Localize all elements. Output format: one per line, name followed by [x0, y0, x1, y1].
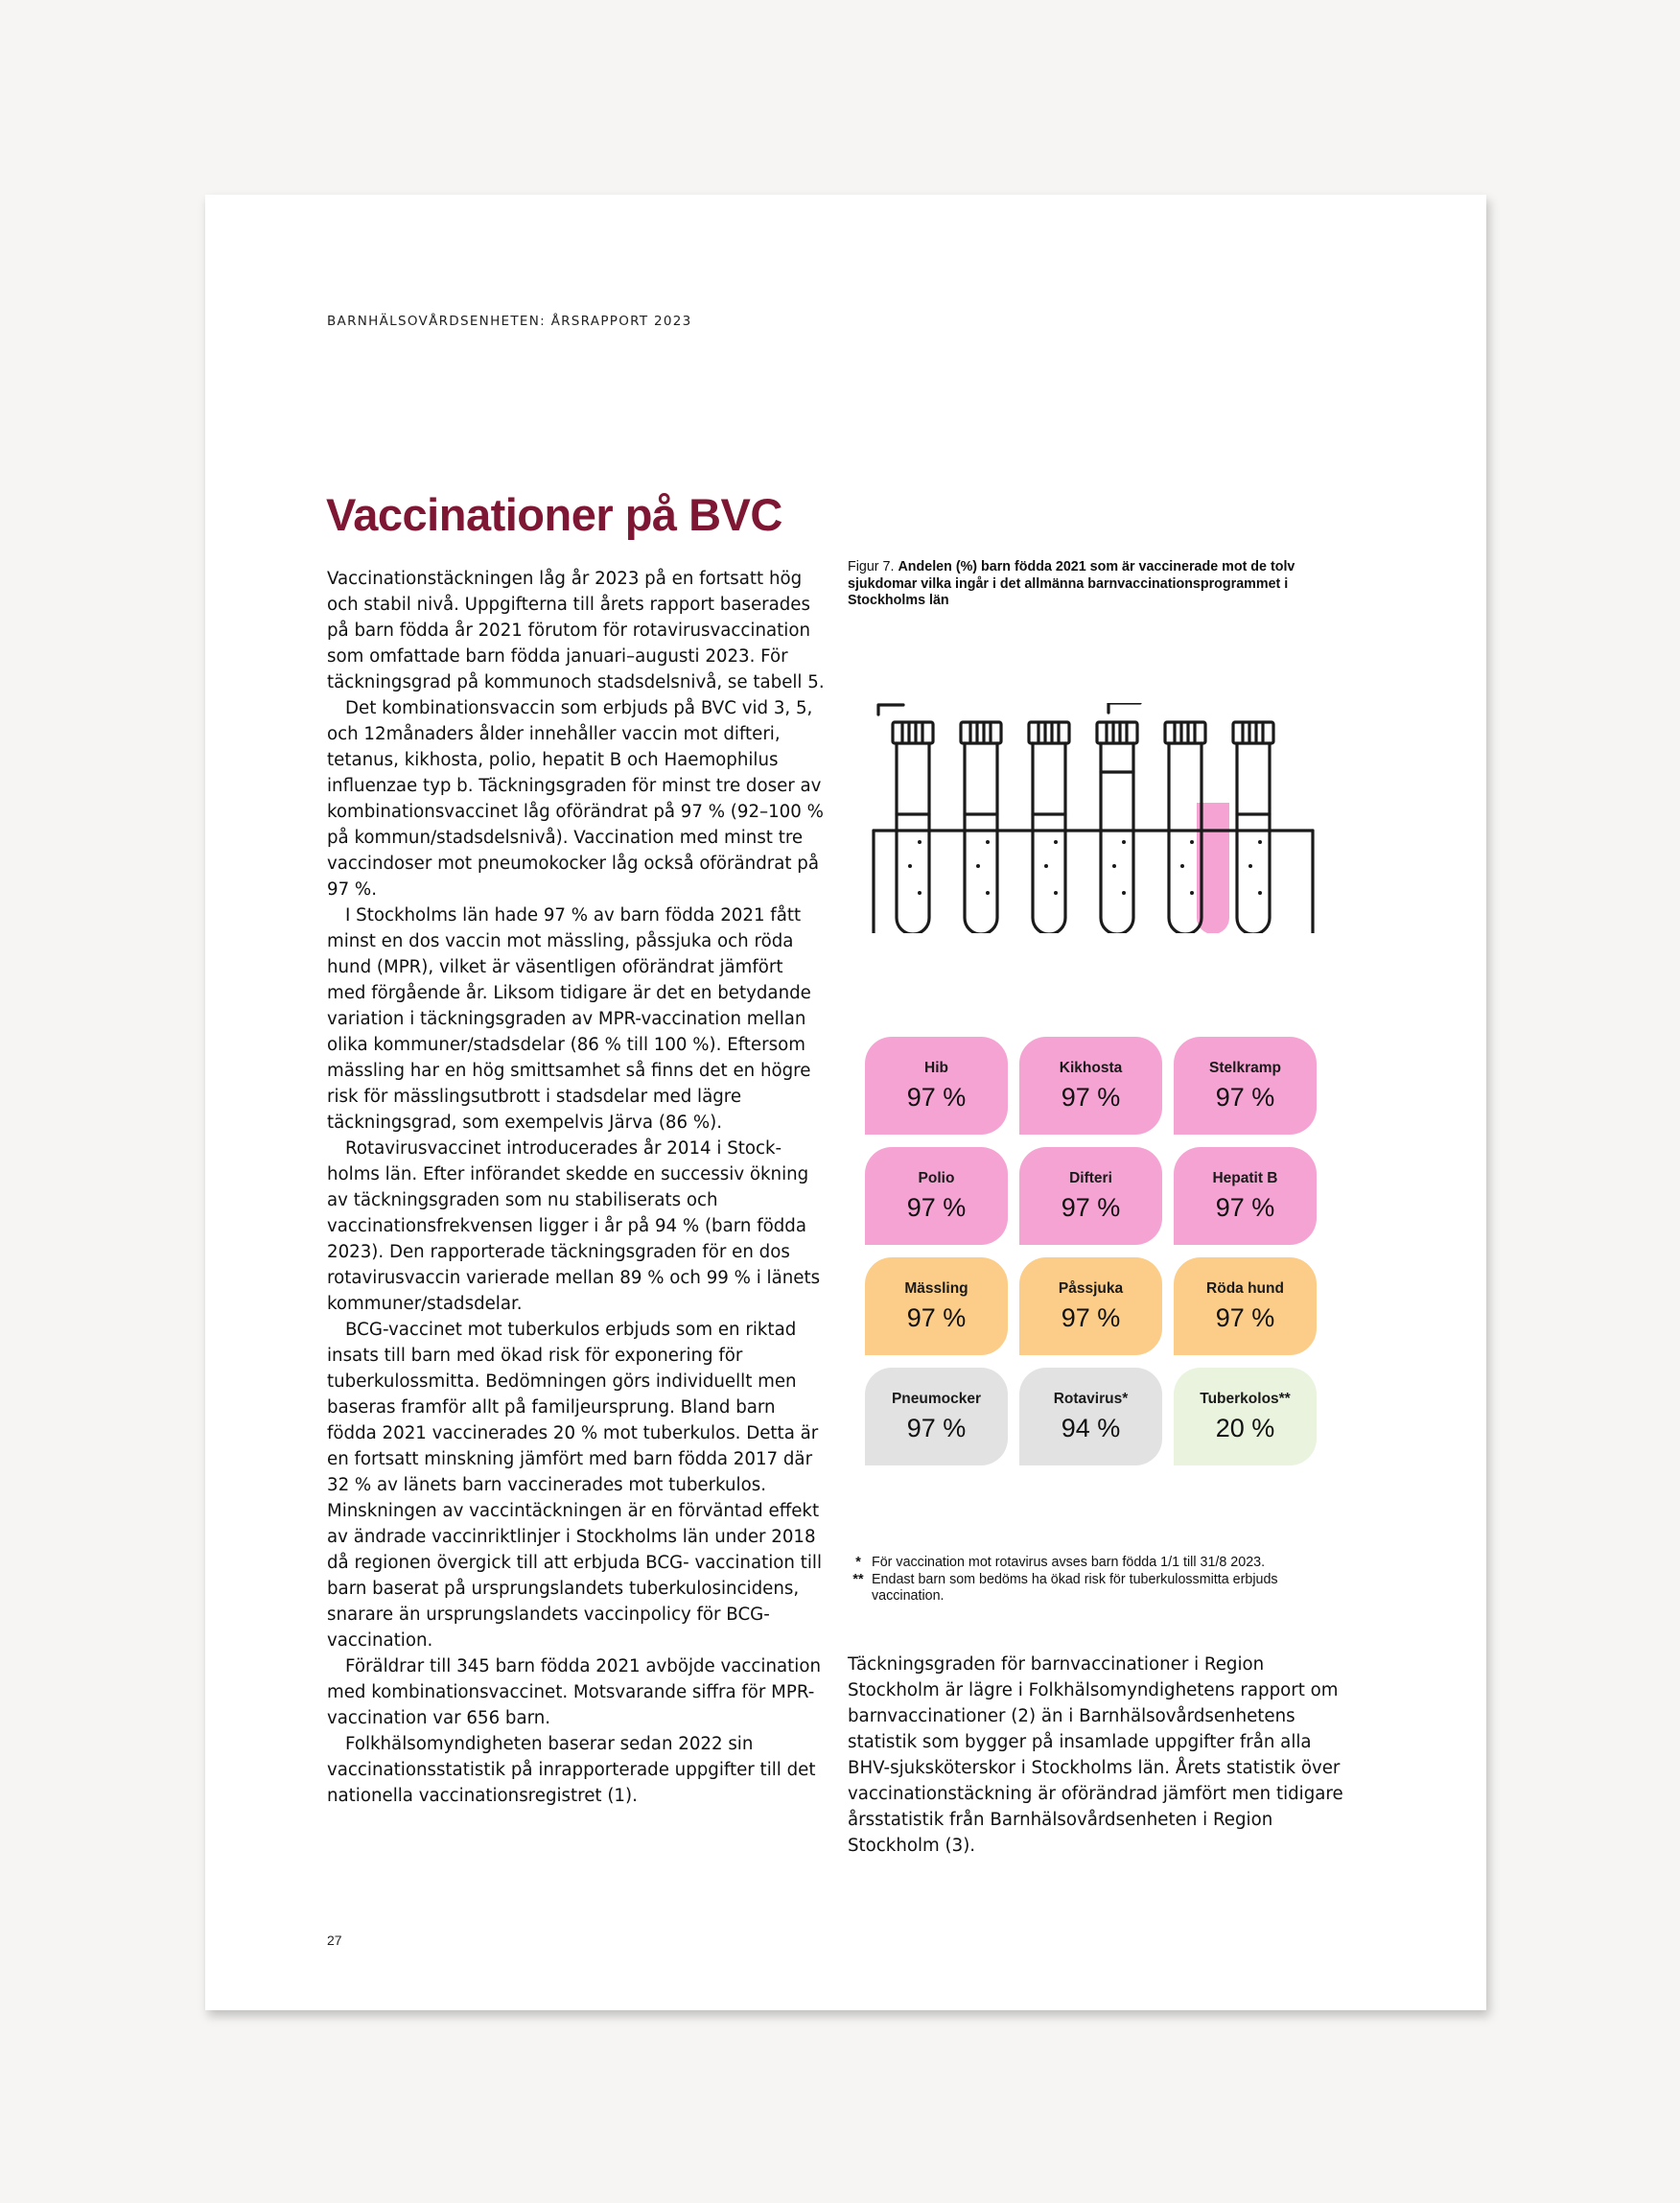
body-paragraph: Föräldrar till 345 barn födda 2021 avböjde vaccination med kombinationsvaccinet. Motsvarande siffra för MPR-vaccination var 656 barn. [327, 1656, 821, 1728]
body-paragraph: I Stockholms län hade 97 % av barn födda 2021 fått minst en dos vaccin mot mässling, påssjuka och röda hund (MPR), vilket är väsentligen oförändrat jämfört med förgående år. Liksom tidigare är det en betydande variation i täckningsgraden av MPR-vaccination mellan olika kommuner/stadsdelar (86 % till 100 %). Eftersom mässling har en hög smittsamhet så finns det en högre risk för mässlingsutbrott i stadsdelar med lägre täckningsgrad, som exempelvis Järva (86 %). [327, 905, 811, 1133]
body-text-left-column [327, 566, 826, 1809]
figure-footnotes [848, 1555, 1346, 1605]
test-tube-4 [1097, 722, 1137, 933]
body-paragraph: BCG-vaccinet mot tuberkulos erbjuds som en riktad insats till barn med ökad risk för exponering för tuberkulossmitta. Bedömningen görs individuellt men baseras framför allt på familjeursprung. Bland barn födda 2021 vaccinerades 20 % mot tuberkulos. Detta är en fortsatt minskning jämfört med barn födda 2017 där 32 % av länets barn vaccinerades mot tuberkulos. Minskningen av vaccintäckningen är en förväntad effekt av ändrade vaccinriktlinjer i Stockholms län under 2018 då regionen övergick till att erbjuda BCG- vaccination till barn baserat på ursprungslandets tuberkulosincidens, snarare än ursprungslandets vaccinpolicy för BCG-vaccination. [327, 1320, 822, 1651]
tile-roda-hund [1174, 1257, 1317, 1355]
test-tube-3 [1029, 722, 1069, 933]
report-page [205, 195, 1486, 2010]
tile-name: Påssjuka [1058, 1280, 1124, 1297]
tile-value: 97 % [906, 1083, 967, 1112]
tile-name: Rotavirus* [1053, 1391, 1129, 1407]
tile-stelkramp [1174, 1037, 1317, 1135]
test-tube-1 [878, 705, 933, 933]
tile-difteri [1019, 1147, 1162, 1245]
tile-name: Kikhosta [1059, 1060, 1123, 1076]
tile-rotavirus [1019, 1368, 1162, 1465]
test-tubes-illustration [845, 703, 1336, 933]
tile-kikhosta [1019, 1037, 1162, 1135]
tile-hib [865, 1037, 1008, 1135]
tile-value: 97 % [1215, 1193, 1275, 1222]
running-header: BARNHÄLSOVÅRDSENHETEN: ÅRSRAPPORT 2023 [327, 314, 692, 329]
tile-passjuka [1019, 1257, 1162, 1355]
tile-name: Pneumocker [891, 1391, 982, 1407]
tile-value: 97 % [1215, 1303, 1275, 1332]
tile-value: 97 % [906, 1414, 967, 1442]
tile-value: 97 % [906, 1303, 967, 1332]
tile-value: 94 % [1061, 1414, 1121, 1442]
tile-value: 20 % [1215, 1414, 1275, 1442]
tile-value: 97 % [1061, 1083, 1121, 1112]
test-tube-6 [1233, 722, 1273, 933]
tile-name: Difteri [1069, 1170, 1112, 1186]
footnote [848, 1572, 1346, 1605]
tile-hepatit-b [1174, 1147, 1317, 1245]
tile-name: Hib [924, 1060, 948, 1076]
footnote [848, 1555, 1346, 1572]
figure-label: Figur 7. [848, 559, 895, 574]
footnote-mark: * [855, 1555, 861, 1570]
tile-name: Hepatit B [1212, 1170, 1278, 1186]
footnote-mark: ** [852, 1571, 864, 1587]
figure-caption-text: Andelen (%) barn födda 2021 som är vaccinerade mot de tolv sjukdomar vilka ingår i det allmänna barnvaccinationsprogrammet i Stockholms län [848, 559, 1295, 608]
tile-name: Polio [918, 1170, 955, 1186]
figure-caption [848, 559, 1298, 610]
body-paragraph: Rotavirusvaccinet introducerades år 2014 i Stockholms län. Efter införandet skedde en successiv ökning av täckningsgraden som nu stabiliserats och vaccinationsfrekvensen ligger i år på 94 % (barn födda 2023). Den rapporterade täckningsgraden för en dos rotavirusvaccin varierade mellan 89 % och 99 % i länets kommuner/stadsdelar. [327, 1138, 821, 1314]
tile-value: 97 % [1061, 1303, 1121, 1332]
tile-tuberkolos [1174, 1368, 1317, 1465]
tile-name: Mässling [904, 1280, 968, 1297]
body-text-right-column: Täckningsgraden för barnvaccinationer i Region Stockholm är lägre i Folkhälsomyndighetens rapport om barnvaccinationer (2) än i Barnhälsovårdsenhetens statistik som bygger på insamlade uppgifter från alla BHV-sjuksköterskor i Stockholms län. Årets statistik över vaccinationstäckning är oförändrad jämfört men tidigare årsstatistik från Barnhälsovårdsenheten i Region Stockholm (3). [848, 1654, 1343, 1856]
footnote-text: Endast barn som bedöms ha ökad risk för tuberkulossmitta erbjuds vaccination. [872, 1571, 1278, 1604]
footnote-text: För vaccination mot rotavirus avses barn födda 1/1 till 31/8 2023. [872, 1555, 1266, 1570]
tile-massling [865, 1257, 1008, 1355]
body-paragraph: Vaccinationstäckningen låg år 2023 på en fortsatt hög och stabil nivå. Uppgifterna till årets rapport baserades på barn födda år 2021 förutom för rotavirusvaccination som omfattade barn födda januari–augusti 2023. För täckningsgrad på kommunoch stadsdelsnivå, se tabell 5. [327, 569, 825, 692]
body-paragraph: Folkhälsomyndigheten baserar sedan 2022 sin vaccinationsstatistik på inrapporterade uppgifter till det nationella vaccinationsregistret (1). [327, 1734, 816, 1806]
test-tube-2 [961, 722, 1001, 933]
page-number: 27 [327, 1933, 342, 1948]
tile-value: 97 % [1215, 1083, 1275, 1112]
body-paragraph: Det kombinationsvaccin som erbjuds på BVC vid 3, 5, och 12månaders ålder innehåller vaccin mot difteri, tetanus, kikhosta, polio, hepatit B och Haemophilus influenzae typ b. Täckningsgraden för minst tre doser av kombinationsvaccinet låg oförändrat på 97 % (92–100 % på kommun/stadsdelsnivå). Vaccination med minst tre vaccindoser mot pneumokocker låg också oförändrat på 97 %. [327, 698, 824, 900]
tile-name: Stelkramp [1209, 1060, 1281, 1076]
tile-value: 97 % [1061, 1193, 1121, 1222]
tile-value: 97 % [906, 1193, 967, 1222]
tile-name: Tuberkolos** [1200, 1391, 1291, 1407]
tile-pneumocker [865, 1368, 1008, 1465]
tile-name: Röda hund [1206, 1280, 1284, 1297]
tile-polio [865, 1147, 1008, 1245]
page-title: Vaccinationer på BVC [326, 489, 782, 540]
